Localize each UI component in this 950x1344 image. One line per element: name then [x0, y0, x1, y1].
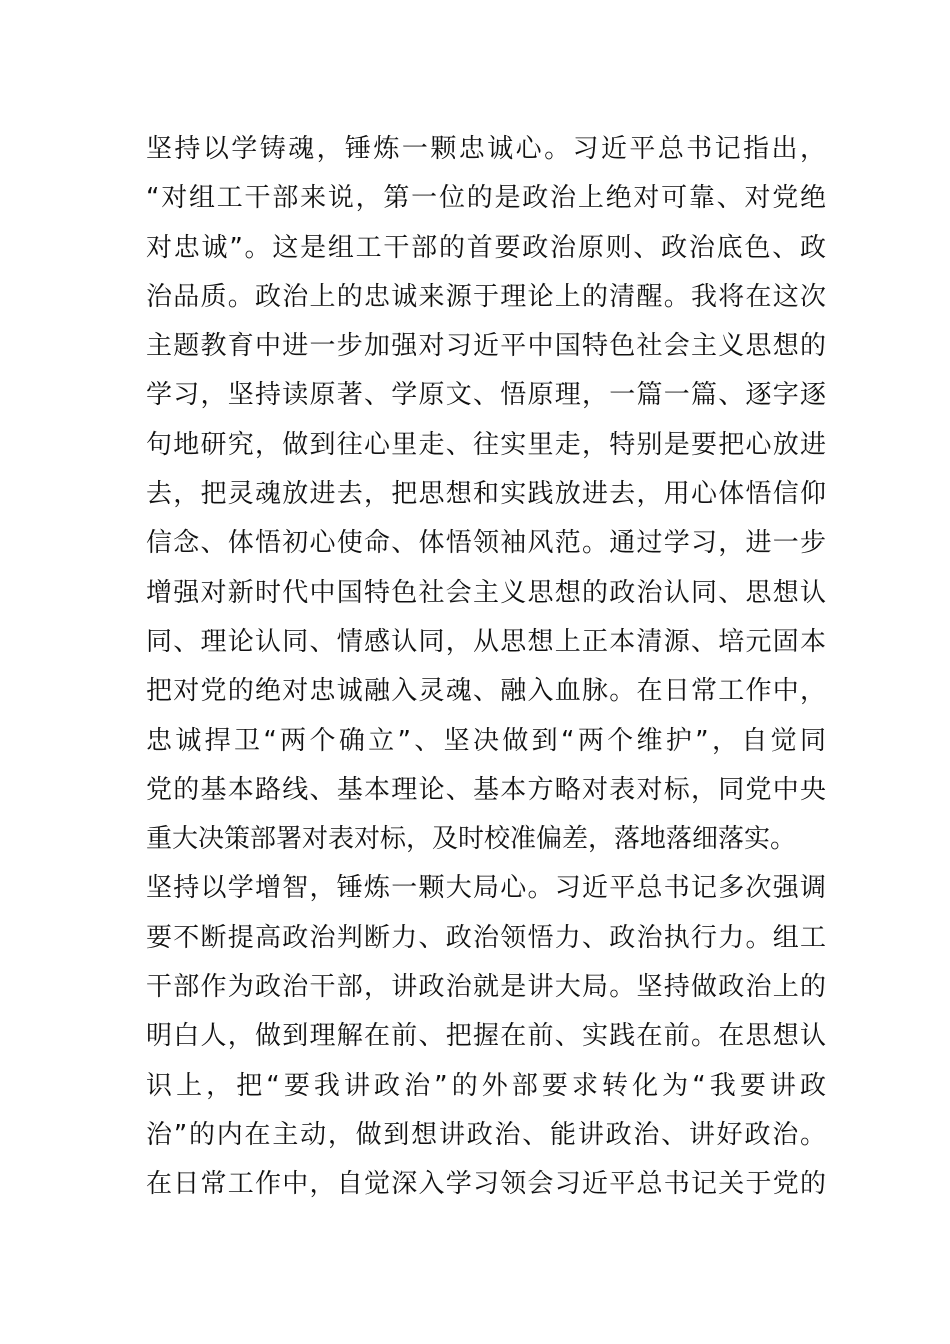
text-line: 识上，把“要我讲政治”的外部要求转化为“我要讲政 [146, 1070, 826, 1101]
text-line: 句地研究，做到往心里走、往实里走，特别是要把心放进 [146, 429, 826, 460]
text-line: 把对党的绝对忠诚融入灵魂、融入血脉。在日常工作中， [146, 676, 826, 707]
text-line: 忠诚捍卫“两个确立”、坚决做到“两个维护”，自觉同 [146, 725, 826, 756]
text-line: 增强对新时代中国特色社会主义思想的政治认同、思想认 [146, 577, 826, 608]
text-line: 治品质。政治上的忠诚来源于理论上的清醒。我将在这次 [146, 281, 826, 312]
text-line: 坚持以学铸魂，锤炼一颗忠诚心。习近平总书记指出， [146, 134, 826, 164]
text-line: 明白人，做到理解在前、把握在前、实践在前。在思想认 [146, 1021, 826, 1052]
text-line: 重大决策部署对表对标，及时校准偏差，落地落细落实。 [146, 824, 797, 855]
text-line: 坚持以学增智，锤炼一颗大局心。习近平总书记多次强调 [146, 873, 826, 904]
text-line: 去，把灵魂放进去，把思想和实践放进去，用心体悟信仰 [146, 479, 826, 510]
text-line: 对忠诚”。这是组工干部的首要政治原则、政治底色、政 [146, 232, 826, 263]
text-line: 在日常工作中，自觉深入学习领会习近平总书记关于党的 [146, 1169, 826, 1200]
text-line: “对组工干部来说，第一位的是政治上绝对可靠、对党绝 [146, 183, 826, 214]
text-line: 同、理论认同、情感认同，从思想上正本清源、培元固本 [146, 626, 826, 657]
body-text [146, 125, 826, 1210]
text-line: 学习，坚持读原著、学原文、悟原理，一篇一篇、逐字逐 [146, 380, 826, 411]
text-line: 主题教育中进一步加强对习近平中国特色社会主义思想的 [146, 331, 826, 362]
text-line: 要不断提高政治判断力、政治领悟力、政治执行力。组工 [146, 922, 826, 953]
text-line: 干部作为政治干部，讲政治就是讲大局。坚持做政治上的 [146, 972, 826, 1003]
text-line: 治”的内在主动，做到想讲政治、能讲政治、讲好政治。 [146, 1119, 826, 1150]
text-line: 信念、体悟初心使命、体悟领袖风范。通过学习，进一步 [146, 528, 826, 559]
text-line: 党的基本路线、基本理论、基本方略对表对标，同党中央 [146, 774, 826, 805]
